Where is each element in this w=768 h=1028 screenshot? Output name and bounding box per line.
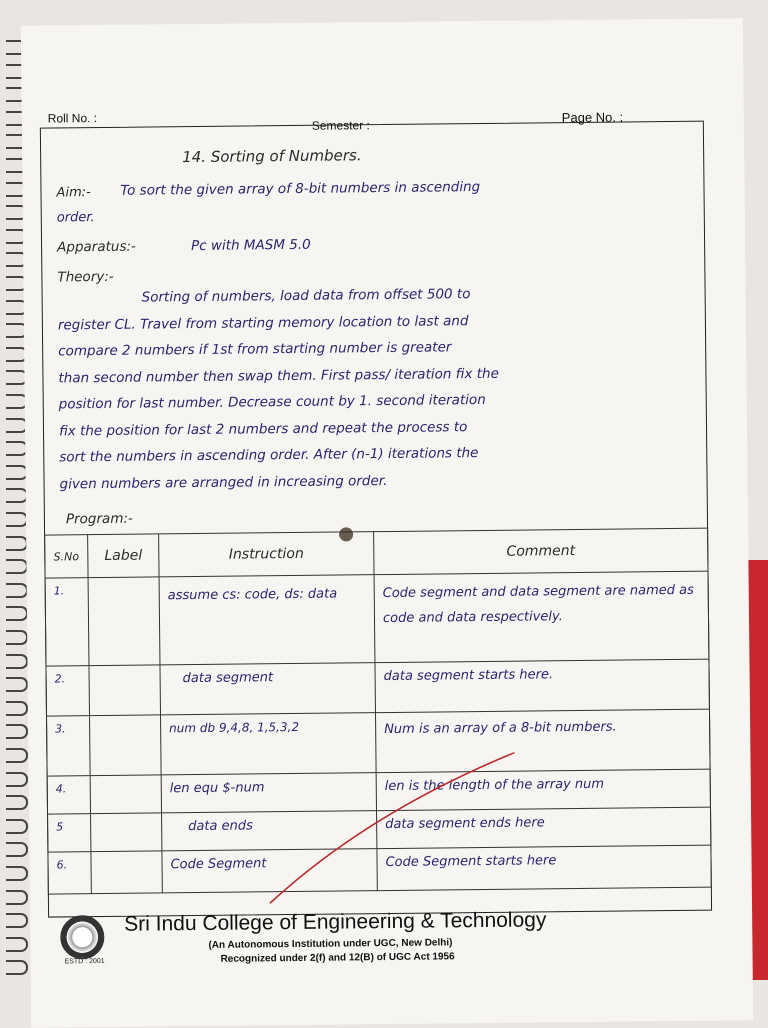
spiral-coil <box>6 606 28 621</box>
program-label: Program:- <box>65 510 133 528</box>
cell-sno: 2. <box>46 666 90 716</box>
spiral-coil <box>6 677 28 692</box>
cell-label <box>89 665 161 716</box>
spiral-coil <box>6 536 28 551</box>
program-table <box>44 528 712 895</box>
header-label: Label <box>88 534 159 578</box>
cell-label <box>88 577 160 666</box>
cell-comment: len is the length of the array num <box>376 769 710 810</box>
theory-line: fix the position for last 2 numbers and repeat the process to <box>58 418 468 439</box>
cell-sno: 6. <box>48 852 91 894</box>
spiral-coil <box>6 583 28 598</box>
cell-comment: Num is an array of a 8-bit numbers. <box>375 709 710 772</box>
header-instruction: Instruction <box>159 532 374 577</box>
cell-instruction: num db 9,4,8, 1,5,3,2 <box>160 713 376 775</box>
table-row <box>45 571 709 666</box>
spiral-coil <box>6 512 28 527</box>
college-logo <box>60 915 104 959</box>
spiral-coil <box>6 890 28 905</box>
cell-comment: Code segment and data segment are named as code and data respectively. <box>374 571 709 662</box>
table-header-row <box>45 528 708 578</box>
cell-sno: 4. <box>47 776 90 814</box>
cell-label <box>90 775 161 814</box>
spiral-coil <box>6 772 28 787</box>
cell-label <box>91 813 162 852</box>
spiral-coil <box>6 960 28 975</box>
cell-comment: data segment starts here. <box>375 659 710 712</box>
spiral-coil <box>6 913 28 928</box>
cell-comment: Code Segment starts here <box>377 845 711 890</box>
estd-label: ESTD : 2001 <box>64 957 105 966</box>
theory-line: sort the numbers in ascending order. After (n-1) iterations the <box>59 445 479 466</box>
college-subtitle: (An Autonomous Institution under UGC, New Delhi) <box>208 937 453 951</box>
spiral-coil <box>6 559 28 574</box>
semester-label: Semester : <box>311 118 370 133</box>
cell-instruction: assume cs: code, ds: data <box>159 575 375 665</box>
experiment-title: 14. Sorting of Numbers. <box>182 146 362 167</box>
spiral-coil <box>6 701 28 716</box>
cell-instruction: Code Segment <box>162 849 377 893</box>
cell-instruction: data ends <box>162 811 377 851</box>
spiral-coil <box>6 724 28 739</box>
cell-sno: 5 <box>48 814 91 852</box>
apparatus-text: Pc with MASM 5.0 <box>191 236 311 255</box>
cell-comment: data segment ends here <box>377 807 711 848</box>
aim-text-continued: order. <box>56 210 95 226</box>
cell-instruction: data segment <box>160 663 376 715</box>
theory-paragraph <box>57 281 500 498</box>
theory-line: than second number then swap them. First pass/ iteration fix the <box>58 365 499 386</box>
spiral-coil <box>6 866 28 881</box>
table-row <box>46 659 709 716</box>
spiral-coil <box>6 937 28 952</box>
apparatus-label: Apparatus:- <box>57 238 136 256</box>
header-sno: S.No <box>45 535 88 578</box>
cell-sno: 3. <box>47 716 91 776</box>
spiral-coil <box>6 654 28 669</box>
spiral-coil <box>6 795 28 810</box>
cell-sno: 1. <box>45 578 89 666</box>
theory-label: Theory:- <box>57 268 114 286</box>
roll-no-label: Roll No. : <box>47 111 98 126</box>
spiral-coil <box>6 748 28 763</box>
header-comment: Comment <box>374 528 708 574</box>
aim-text: To sort the given array of 8-bit numbers in ascending <box>120 179 481 199</box>
spiral-coil <box>6 819 28 834</box>
theory-line: register CL. Travel from starting memory location to last and <box>57 312 469 333</box>
table-row <box>47 709 711 776</box>
spiral-coil <box>6 842 28 857</box>
notebook-page <box>21 18 753 1028</box>
college-name: Sri Indu College of Engineering & Technology <box>124 908 547 936</box>
theory-line: compare 2 numbers if 1st from starting number is greater <box>58 339 452 360</box>
college-recognition: Recognized under 2(f) and 12(B) of UGC Act 1956 <box>220 951 455 965</box>
table-row <box>48 845 711 894</box>
spiral-coil <box>6 630 28 645</box>
theory-line: position for last number. Decrease count by 1. second iteration <box>58 391 486 413</box>
theory-line: Sorting of numbers, load data from offset 500 to <box>141 286 471 306</box>
cell-label <box>91 851 162 894</box>
page-no-label: Page No. : <box>561 109 624 126</box>
cell-label <box>90 715 162 776</box>
cell-instruction: len equ $-num <box>161 773 376 813</box>
theory-line: given numbers are arranged in increasing order. <box>59 472 388 492</box>
aim-label: Aim:- <box>56 185 91 201</box>
